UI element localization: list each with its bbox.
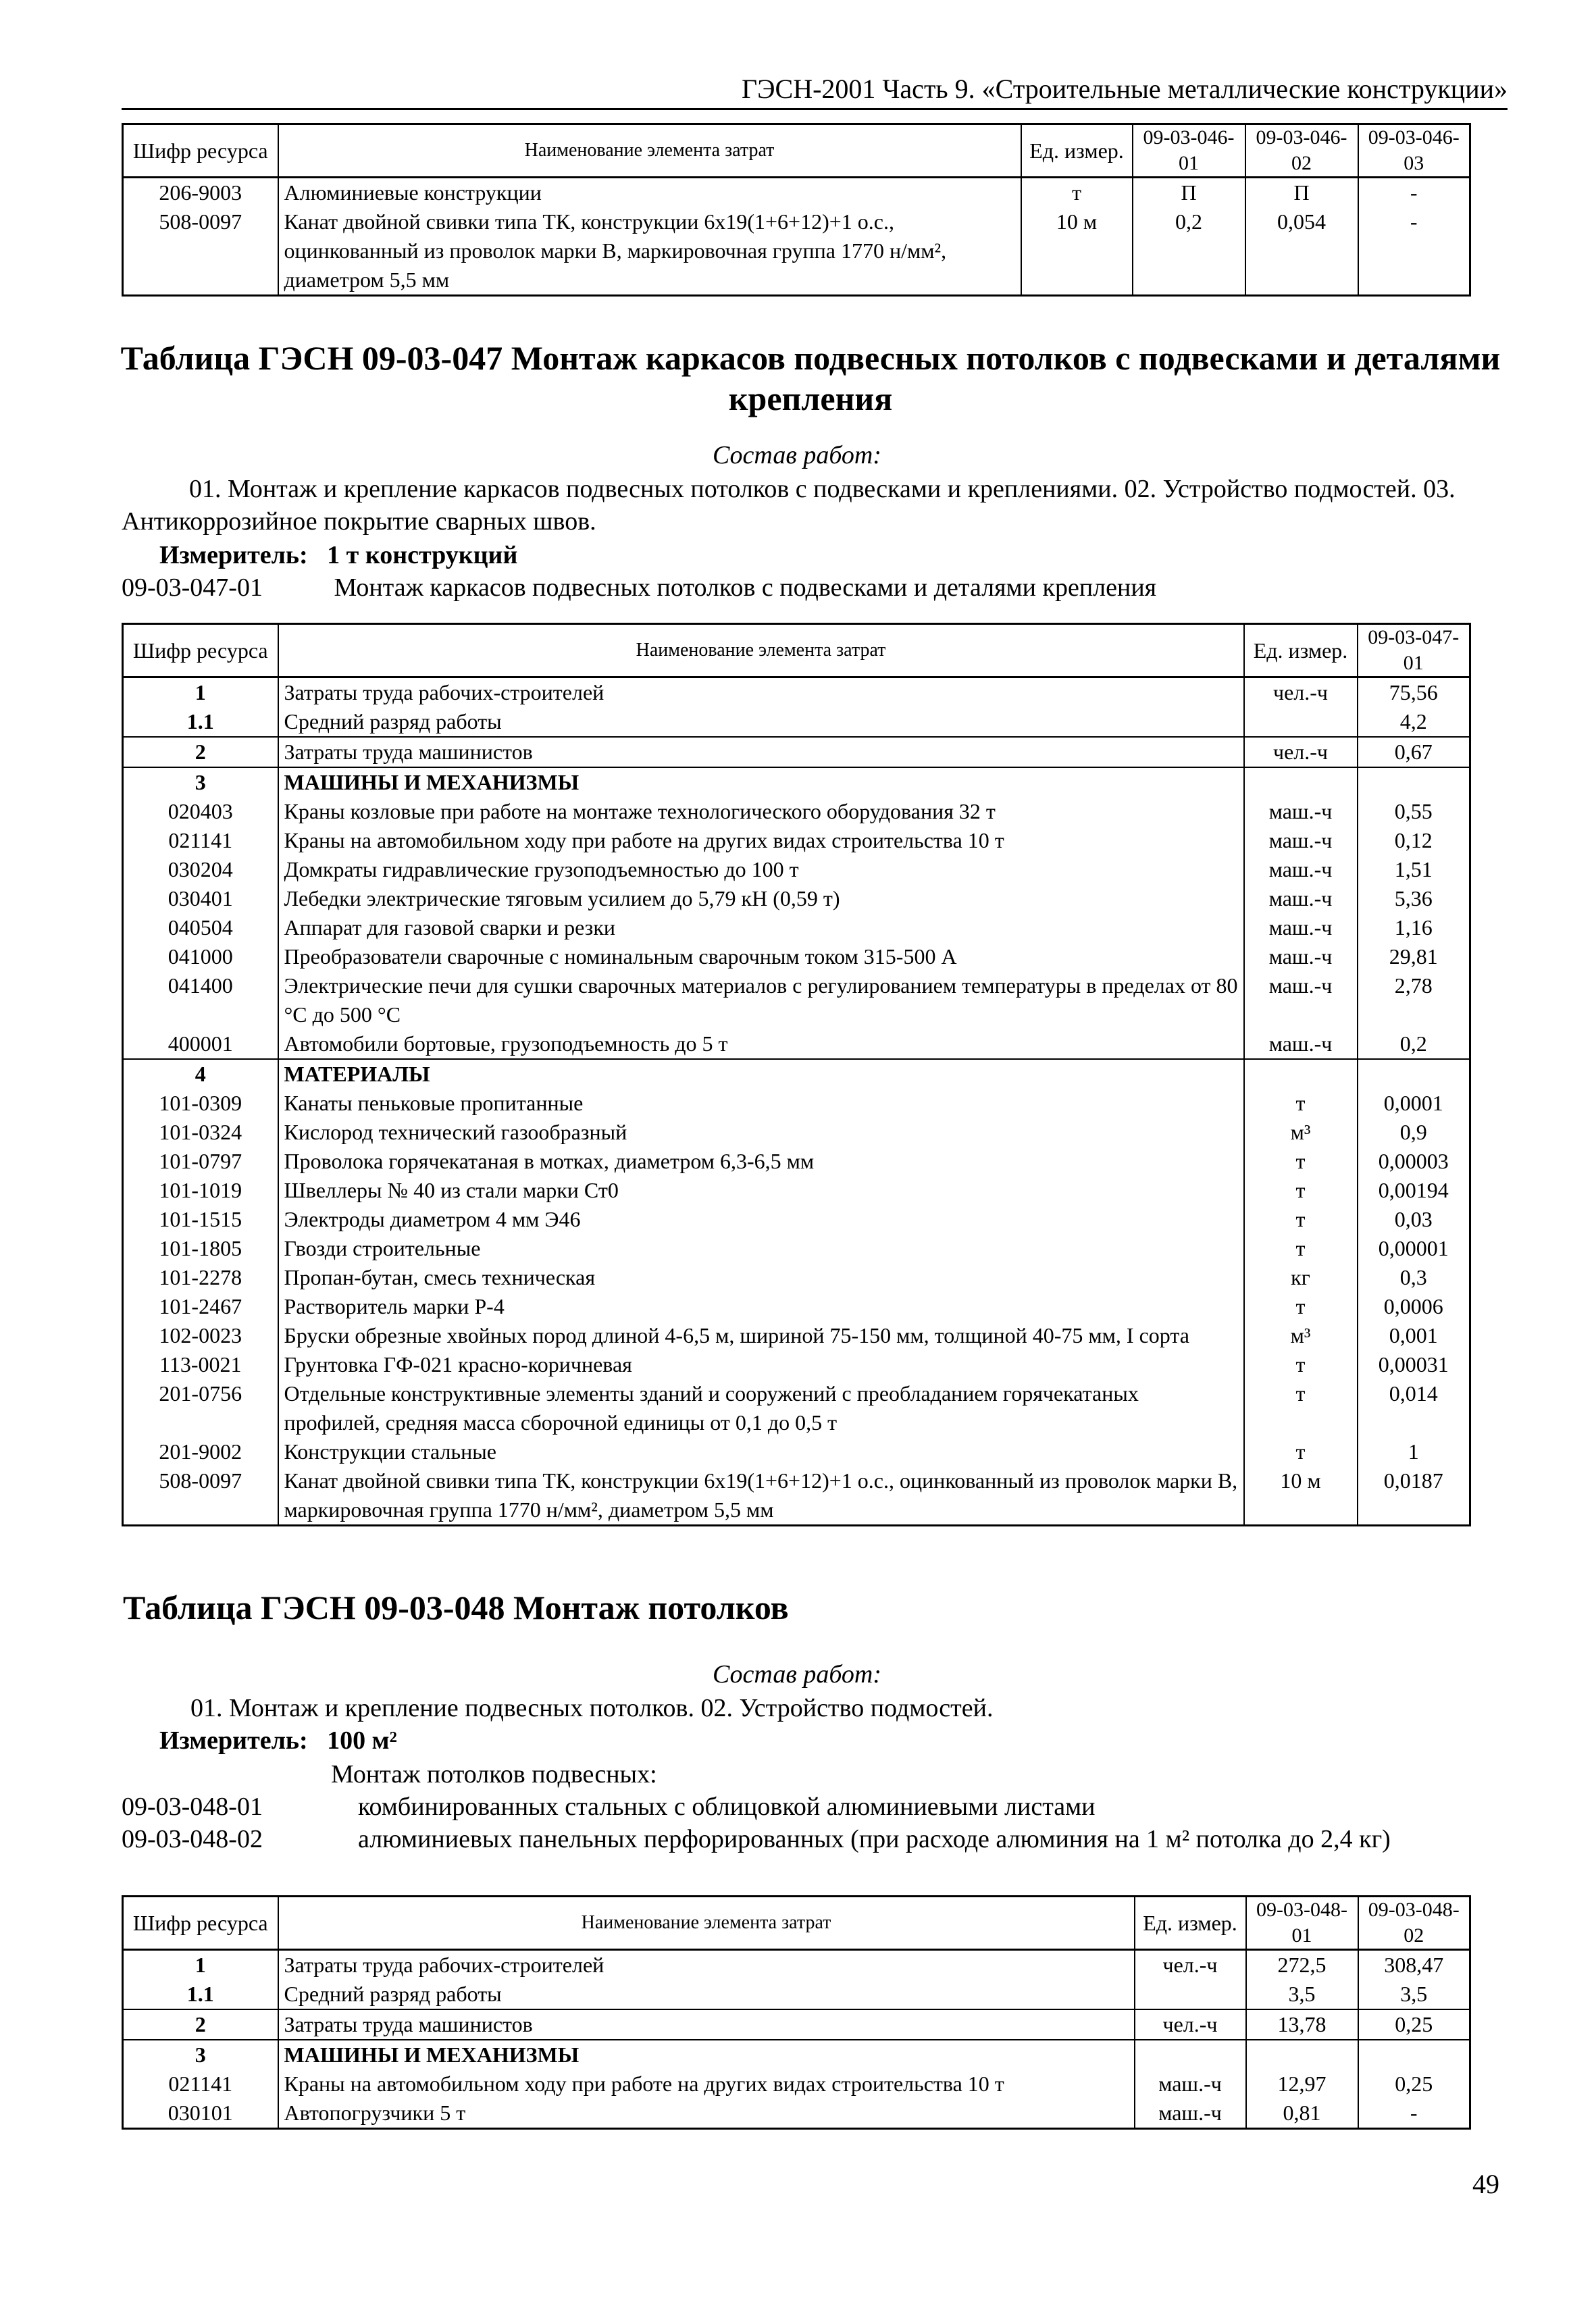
table-row xyxy=(123,855,1470,884)
unit: маш.-ч xyxy=(1244,884,1358,913)
unit xyxy=(1135,1980,1246,2009)
norm-value: 0,00001 xyxy=(1358,1234,1470,1263)
norm-value: 0,0187 xyxy=(1358,1466,1470,1526)
norm-value: 308,47 xyxy=(1358,1950,1470,1980)
running-header: ГЭСН-2001 Часть 9. «Строительные металлические конструкции» xyxy=(122,73,1508,110)
cost-element-name: Автомобили бортовые, грузоподъемность до 5 т xyxy=(278,1029,1244,1059)
table-row xyxy=(123,942,1470,971)
norm-value: 0,9 xyxy=(1358,1118,1470,1147)
norm-value: 0,03 xyxy=(1358,1205,1470,1234)
norm-value: 75,56 xyxy=(1358,677,1470,708)
norm-value: 0,25 xyxy=(1358,2069,1470,2099)
table-row xyxy=(123,2099,1470,2129)
header-unit: Ед. измер. xyxy=(1244,624,1358,677)
item-name: Монтаж каркасов подвесных потолков с подвесками и деталями крепления xyxy=(334,573,1157,602)
cost-element-name: Гвозди строительные xyxy=(278,1234,1244,1263)
unit: маш.-ч xyxy=(1244,1029,1358,1059)
composition-label: Состав работ: xyxy=(712,1660,882,1689)
cost-element-name: Краны на автомобильном ходу при работе на других видах строительства 10 т xyxy=(278,2069,1135,2099)
header-column-code: 09-03-048-02 xyxy=(1358,1897,1470,1950)
table-row xyxy=(123,2040,1470,2069)
resource-code: 041400 xyxy=(123,971,278,1029)
norm-value: 0,014 xyxy=(1358,1379,1470,1437)
resource-code: 040504 xyxy=(123,913,278,942)
resource-code: 021141 xyxy=(123,2069,278,2099)
cost-element-name: Электрические печи для сушки сварочных материалов с регулированием температуры в пределах от 80 °С до 500 °С xyxy=(278,971,1244,1029)
cost-element-name: Затраты труда рабочих-строителей xyxy=(278,1950,1135,1980)
norm-value: - xyxy=(1358,207,1470,296)
cost-element-name: Средний разряд работы xyxy=(278,1980,1135,2009)
resource-code: 1 xyxy=(123,677,278,708)
meter-value: 1 т конструкций xyxy=(327,541,518,569)
table-row xyxy=(123,826,1470,855)
unit: маш.-ч xyxy=(1135,2069,1246,2099)
resource-code: 3 xyxy=(123,767,278,797)
header-code: Шифр ресурса xyxy=(123,1897,278,1950)
item-name: комбинированных стальных с облицовкой алюминиевыми листами xyxy=(358,1793,1096,1821)
cost-element-name: Грунтовка ГФ-021 красно-коричневая xyxy=(278,1350,1244,1379)
unit: чел.-ч xyxy=(1135,2009,1246,2040)
cost-element-name: Проволока горячекатаная в мотках, диаметром 6,3-6,5 мм xyxy=(278,1147,1244,1176)
item-line xyxy=(122,1823,1506,1855)
unit: чел.-ч xyxy=(1244,677,1358,708)
unit: маш.-ч xyxy=(1244,826,1358,855)
cost-element-name: Домкраты гидравлические грузоподъемностью до 100 т xyxy=(278,855,1244,884)
cost-element-name: МАШИНЫ И МЕХАНИЗМЫ xyxy=(278,2040,1135,2069)
header-name: Наименование элемента затрат xyxy=(278,624,1244,677)
unit: т xyxy=(1244,1176,1358,1205)
resource-code: 101-1019 xyxy=(123,1176,278,1205)
resource-code: 021141 xyxy=(123,826,278,855)
page-number: 49 xyxy=(1472,2169,1499,2199)
table-row xyxy=(123,1263,1470,1292)
item-code: 09-03-048-01 xyxy=(122,1793,263,1821)
unit: чел.-ч xyxy=(1244,737,1358,767)
table-row xyxy=(123,797,1470,826)
resource-code: 3 xyxy=(123,2040,278,2069)
table-row xyxy=(123,1118,1470,1147)
resource-code: 1.1 xyxy=(123,707,278,737)
item-name: алюминиевых панельных перфорированных (при расходе алюминия на 1 м² потолка до 2,4 кг) xyxy=(358,1825,1391,1853)
norm-value: 0,55 xyxy=(1358,797,1470,826)
resource-code: 400001 xyxy=(123,1029,278,1059)
resource-code: 030401 xyxy=(123,884,278,913)
norm-value: 0,001 xyxy=(1358,1321,1470,1350)
norm-value xyxy=(1358,767,1470,797)
cost-element-name: Автопогрузчики 5 т xyxy=(278,2099,1135,2129)
resource-code: 101-0309 xyxy=(123,1089,278,1118)
header-code: Шифр ресурса xyxy=(123,124,278,178)
composition-label: Состав работ: xyxy=(712,441,882,469)
resource-code: 041000 xyxy=(123,942,278,971)
unit xyxy=(1244,707,1358,737)
header-name: Наименование элемента затрат xyxy=(278,124,1021,178)
unit: 10 м xyxy=(1021,207,1133,296)
norm-value: 3,5 xyxy=(1358,1980,1470,2009)
unit: маш.-ч xyxy=(1135,2099,1246,2129)
norm-value: - xyxy=(1358,178,1470,208)
resource-code: 113-0021 xyxy=(123,1350,278,1379)
resource-code: 102-0023 xyxy=(123,1321,278,1350)
norm-value: 0,054 xyxy=(1245,207,1358,296)
unit: 10 м xyxy=(1244,1466,1358,1526)
table-header-row xyxy=(123,624,1470,677)
unit xyxy=(1135,2040,1246,2069)
unit: т xyxy=(1244,1379,1358,1437)
table-row xyxy=(123,2069,1470,2099)
table-row xyxy=(123,1147,1470,1176)
group-label: Монтаж потолков подвесных: xyxy=(331,1760,657,1789)
cost-element-name: Электроды диаметром 4 мм Э46 xyxy=(278,1205,1244,1234)
norm-value: 0,67 xyxy=(1358,737,1470,767)
table-row xyxy=(123,913,1470,942)
cost-element-name: Канат двойной свивки типа ТК, конструкции 6х19(1+6+12)+1 о.с., оцинкованный из проволок марки В, маркировочная группа 1770 н/мм², диаметром 5,5 мм xyxy=(278,1466,1244,1526)
norm-value xyxy=(1358,1059,1470,1089)
cost-element-name: Отдельные конструктивные элементы зданий и сооружений с преобладанием горячекатаных профилей, средняя масса сборочной единицы от 0,1 до 0,5 т xyxy=(278,1379,1244,1437)
norm-value: 1 xyxy=(1358,1437,1470,1466)
resource-code: 101-1515 xyxy=(123,1205,278,1234)
resource-code: 206-9003 xyxy=(123,178,278,208)
cost-element-name: Краны на автомобильном ходу при работе на других видах строительства 10 т xyxy=(278,826,1244,855)
unit xyxy=(1244,1059,1358,1089)
table-048 xyxy=(122,1895,1471,2130)
cost-element-name: Бруски обрезные хвойных пород длиной 4-6,5 м, шириной 75-150 мм, толщиной 40-75 мм, I сорта xyxy=(278,1321,1244,1350)
cost-element-name: Конструкции стальные xyxy=(278,1437,1244,1466)
table-row xyxy=(123,1176,1470,1205)
unit: м³ xyxy=(1244,1321,1358,1350)
resource-code: 508-0097 xyxy=(123,207,278,296)
unit: м³ xyxy=(1244,1118,1358,1147)
section-title-047 xyxy=(115,338,1506,419)
unit: т xyxy=(1244,1205,1358,1234)
table-row xyxy=(123,884,1470,913)
cost-element-name: Преобразователи сварочные с номинальным сварочным током 315-500 А xyxy=(278,942,1244,971)
norm-value: 2,78 xyxy=(1358,971,1470,1029)
cost-element-name: Канаты пеньковые пропитанные xyxy=(278,1089,1244,1118)
table-row xyxy=(123,1292,1470,1321)
unit: чел.-ч xyxy=(1135,1950,1246,1980)
cost-element-name: Затраты труда рабочих-строителей xyxy=(278,677,1244,708)
resource-code: 2 xyxy=(123,2009,278,2040)
table-header-row xyxy=(123,124,1470,178)
norm-value: 12,97 xyxy=(1246,2069,1358,2099)
norm-value xyxy=(1358,2040,1470,2069)
header-unit: Ед. измер. xyxy=(1021,124,1133,178)
cost-element-name: Затраты труда машинистов xyxy=(278,737,1244,767)
cost-element-name: Пропан-бутан, смесь техническая xyxy=(278,1263,1244,1292)
table-row xyxy=(123,1234,1470,1263)
table-row xyxy=(123,178,1470,208)
table-row xyxy=(123,1059,1470,1089)
unit: маш.-ч xyxy=(1244,942,1358,971)
table-row xyxy=(123,2009,1470,2040)
item-line xyxy=(122,1791,1506,1823)
table-row xyxy=(123,1980,1470,2009)
norm-value: 0,0006 xyxy=(1358,1292,1470,1321)
composition-text: 01. Монтаж и крепление каркасов подвесных потолков с подвесками и креплениями. 02. Устройство подмостей. 03. Антикоррозийное покрытие сварных швов. xyxy=(122,475,1456,536)
meter-label: Измеритель: xyxy=(159,541,308,569)
cost-element-name: МАТЕРИАЛЫ xyxy=(278,1059,1244,1089)
unit: т xyxy=(1021,178,1133,208)
item-list-048 xyxy=(122,1791,1506,1855)
norm-value: 0,00194 xyxy=(1358,1176,1470,1205)
unit: кг xyxy=(1244,1263,1358,1292)
section-title-048: Таблица ГЭСН 09-03-048 Монтаж потолков xyxy=(123,1589,789,1626)
meter-line xyxy=(159,539,1173,571)
norm-value: 5,36 xyxy=(1358,884,1470,913)
norm-value: 3,5 xyxy=(1246,1980,1358,2009)
cost-element-name: Затраты труда машинистов xyxy=(278,2009,1135,2040)
meter-value: 100 м² xyxy=(327,1726,397,1755)
norm-value: 0,12 xyxy=(1358,826,1470,855)
unit: т xyxy=(1244,1147,1358,1176)
norm-value: 0,3 xyxy=(1358,1263,1470,1292)
resource-code: 020403 xyxy=(123,797,278,826)
resource-code: 101-0324 xyxy=(123,1118,278,1147)
resource-code: 508-0097 xyxy=(123,1466,278,1526)
table-row xyxy=(123,971,1470,1029)
unit xyxy=(1244,767,1358,797)
norm-value: 1,51 xyxy=(1358,855,1470,884)
header-unit: Ед. измер. xyxy=(1135,1897,1246,1950)
cost-element-name: Лебедки электрические тяговым усилием до 5,79 кН (0,59 т) xyxy=(278,884,1244,913)
table-row xyxy=(123,1437,1470,1466)
cost-element-name: Алюминиевые конструкции xyxy=(278,178,1021,208)
table-row xyxy=(123,1379,1470,1437)
norm-value: 29,81 xyxy=(1358,942,1470,971)
meter-line xyxy=(159,1724,1173,1757)
norm-value: 0,2 xyxy=(1133,207,1245,296)
resource-code: 101-0797 xyxy=(123,1147,278,1176)
header-column-code: 09-03-047-01 xyxy=(1358,624,1470,677)
header-column-code: 09-03-046-02 xyxy=(1245,124,1358,178)
table-row xyxy=(123,1089,1470,1118)
norm-value: 1,16 xyxy=(1358,913,1470,942)
norm-value: П xyxy=(1133,178,1245,208)
resource-code: 4 xyxy=(123,1059,278,1089)
unit: т xyxy=(1244,1437,1358,1466)
table-row xyxy=(123,767,1470,797)
header-column-code: 09-03-046-01 xyxy=(1133,124,1245,178)
unit: т xyxy=(1244,1292,1358,1321)
norm-value: 0,0001 xyxy=(1358,1089,1470,1118)
cost-element-name: Кислород технический газообразный xyxy=(278,1118,1244,1147)
table-row xyxy=(123,1205,1470,1234)
table-row xyxy=(123,1466,1470,1526)
unit: маш.-ч xyxy=(1244,797,1358,826)
table-row xyxy=(123,207,1470,296)
norm-value: 0,81 xyxy=(1246,2099,1358,2129)
norm-value: 0,2 xyxy=(1358,1029,1470,1059)
resource-code: 1 xyxy=(123,1950,278,1980)
cost-element-name: Аппарат для газовой сварки и резки xyxy=(278,913,1244,942)
resource-code: 201-9002 xyxy=(123,1437,278,1466)
resource-code: 2 xyxy=(123,737,278,767)
table-row xyxy=(123,1350,1470,1379)
section-title-text: Таблица ГЭСН 09-03-047 Монтаж каркасов подвесных потолков с подвесками и деталями крепления xyxy=(120,339,1501,417)
table-row xyxy=(123,1321,1470,1350)
table-046 xyxy=(122,123,1471,297)
norm-value: 0,25 xyxy=(1358,2009,1470,2040)
cost-element-name: Краны козловые при работе на монтаже технологического оборудования 32 т xyxy=(278,797,1244,826)
table-row xyxy=(123,707,1470,737)
header-column-code: 09-03-046-03 xyxy=(1358,124,1470,178)
item-code: 09-03-048-02 xyxy=(122,1825,263,1853)
table-header-row xyxy=(123,1897,1470,1950)
table-047 xyxy=(122,623,1471,1526)
norm-value: 0,00031 xyxy=(1358,1350,1470,1379)
table-row xyxy=(123,677,1470,708)
cost-element-name: Канат двойной свивки типа ТК, конструкции 6х19(1+6+12)+1 о.с., оцинкованный из проволок марки В, маркировочная группа 1770 н/мм², диаметром 5,5 мм xyxy=(278,207,1021,296)
unit: маш.-ч xyxy=(1244,855,1358,884)
resource-code: 101-2467 xyxy=(123,1292,278,1321)
norm-value: 4,2 xyxy=(1358,707,1470,737)
table-row xyxy=(123,737,1470,767)
cost-element-name: Средний разряд работы xyxy=(278,707,1244,737)
cost-element-name: МАШИНЫ И МЕХАНИЗМЫ xyxy=(278,767,1244,797)
resource-code: 030204 xyxy=(123,855,278,884)
norm-value xyxy=(1246,2040,1358,2069)
norm-value: 272,5 xyxy=(1246,1950,1358,1980)
unit: т xyxy=(1244,1350,1358,1379)
header-column-code: 09-03-048-01 xyxy=(1246,1897,1358,1950)
cost-element-name: Растворитель марки Р-4 xyxy=(278,1292,1244,1321)
resource-code: 101-1805 xyxy=(123,1234,278,1263)
norm-value: П xyxy=(1245,178,1358,208)
header-name: Наименование элемента затрат xyxy=(278,1897,1135,1950)
table-row xyxy=(123,1950,1470,1980)
unit: маш.-ч xyxy=(1244,913,1358,942)
norm-value: 0,00003 xyxy=(1358,1147,1470,1176)
resource-code: 201-0756 xyxy=(123,1379,278,1437)
unit: маш.-ч xyxy=(1244,971,1358,1029)
norm-value: - xyxy=(1358,2099,1470,2129)
item-code: 09-03-047-01 xyxy=(122,573,263,602)
table-row xyxy=(123,1029,1470,1059)
composition-text: 01. Монтаж и крепление подвесных потолков. 02. Устройство подмостей. xyxy=(190,1694,994,1722)
item-line-047-01 xyxy=(122,571,1472,604)
cost-element-name: Швеллеры № 40 из стали марки Ст0 xyxy=(278,1176,1244,1205)
header-code: Шифр ресурса xyxy=(123,624,278,677)
norm-value: 13,78 xyxy=(1246,2009,1358,2040)
unit: т xyxy=(1244,1089,1358,1118)
resource-code: 101-2278 xyxy=(123,1263,278,1292)
meter-label: Измеритель: xyxy=(159,1726,308,1755)
resource-code: 030101 xyxy=(123,2099,278,2129)
resource-code: 1.1 xyxy=(123,1980,278,2009)
unit: т xyxy=(1244,1234,1358,1263)
